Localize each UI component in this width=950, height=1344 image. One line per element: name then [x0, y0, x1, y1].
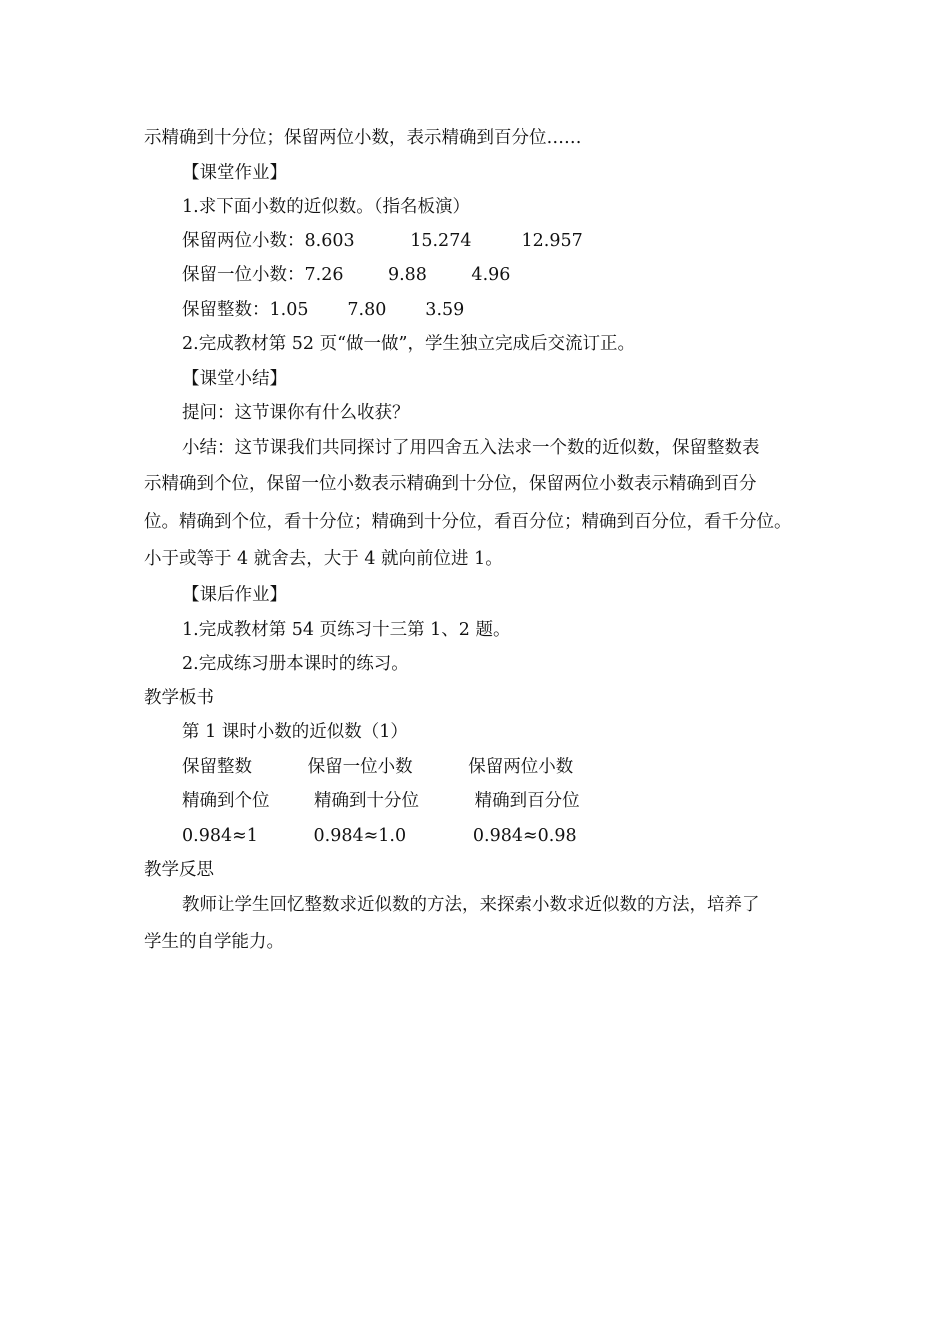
paragraph-line: 小结：这节课我们共同探讨了用四舍五入法求一个数的近似数，保留整数表 [182, 438, 760, 458]
paragraph-line: 学生的自学能力。 [144, 932, 284, 952]
paragraph-line: 示精确到个位，保留一位小数表示精确到十分位，保留两位小数表示精确到百分 [144, 474, 757, 494]
exercise-item: 1.求下面小数的近似数。（指名板演） [182, 197, 470, 217]
section-heading-homework: 【课后作业】 [182, 585, 287, 605]
exercise-item: 2.完成练习册本课时的练习。 [182, 654, 409, 674]
exercise-row: 保留两位小数：8.603 15.274 12.957 [182, 231, 583, 251]
section-heading-summary: 【课堂小结】 [182, 369, 287, 389]
board-row: 0.984≈1 0.984≈1.0 0.984≈0.98 [182, 826, 577, 846]
exercise-row: 保留一位小数：7.26 9.88 4.96 [182, 265, 511, 285]
section-heading-board: 教学板书 [144, 688, 214, 708]
paragraph-line: 位。精确到个位，看十分位；精确到十分位，看百分位；精确到百分位，看千分位。 [144, 512, 792, 532]
exercise-row: 保留整数：1.05 7.80 3.59 [182, 300, 465, 320]
board-row: 精确到个位 精确到十分位 精确到百分位 [182, 791, 580, 811]
section-heading-reflection: 教学反思 [144, 860, 214, 880]
paragraph-line: 示精确到十分位；保留两位小数，表示精确到百分位…… [144, 128, 582, 148]
board-row: 保留整数 保留一位小数 保留两位小数 [182, 757, 574, 777]
board-title: 第 1 课时小数的近似数（1） [182, 722, 408, 742]
paragraph-line: 小于或等于 4 就舍去，大于 4 就向前位进 1。 [144, 549, 503, 569]
exercise-item: 2.完成教材第 52 页“做一做”，学生独立完成后交流订正。 [182, 334, 635, 354]
exercise-item: 1.完成教材第 54 页练习十三第 1、2 题。 [182, 620, 511, 640]
section-heading-classwork: 【课堂作业】 [182, 163, 287, 183]
paragraph-line: 教师让学生回忆整数求近似数的方法，来探索小数求近似数的方法，培养了 [182, 895, 760, 915]
paragraph-line: 提问：这节课你有什么收获？ [182, 403, 410, 423]
